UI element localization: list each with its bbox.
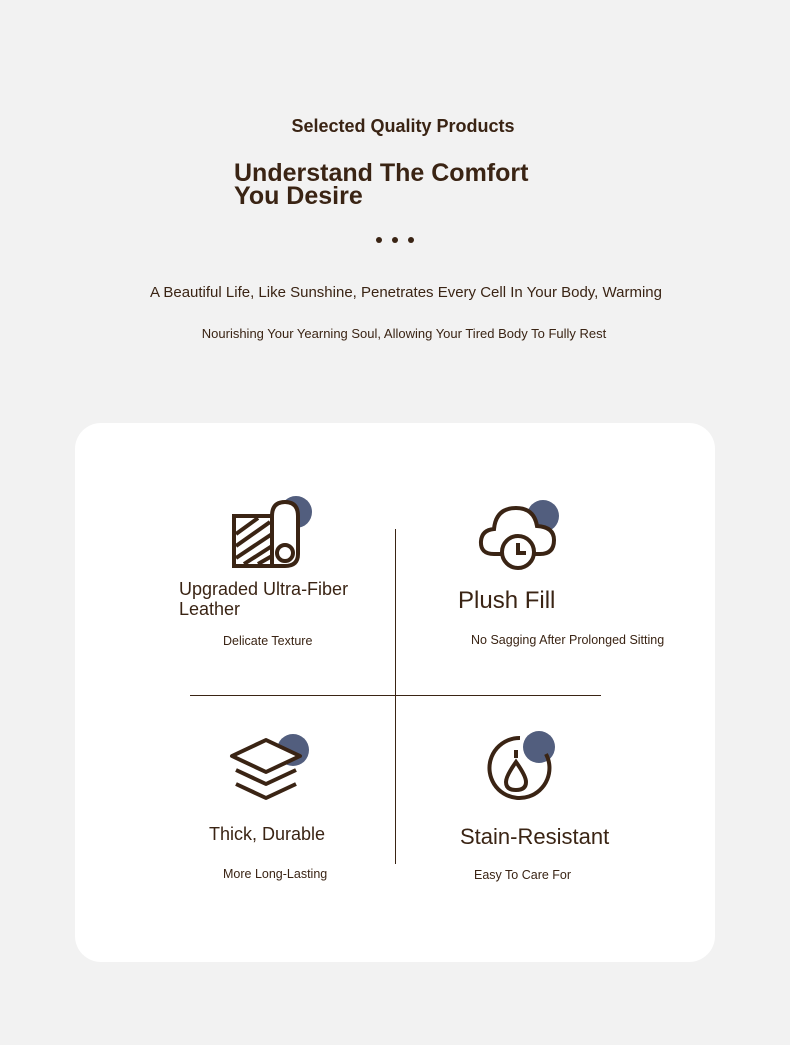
eyebrow-title: Selected Quality Products (291, 116, 515, 136)
dots-divider (376, 237, 414, 245)
headline-line-1: Understand The Comfort (234, 159, 529, 187)
feature-subtitle-plush: No Sagging After Prolonged Sitting (471, 633, 665, 647)
dot (408, 237, 414, 243)
feature-subtitle-durable: More Long-Lasting (223, 867, 328, 881)
feature-subtitle-stain: Easy To Care For (474, 868, 572, 882)
leather-roll-icon (228, 494, 318, 574)
feature-title-leather (179, 579, 348, 619)
feature-title-durable: Thick, Durable (209, 824, 326, 844)
feature-title-stain: Stain-Resistant (460, 824, 610, 849)
dot (392, 237, 398, 243)
lead-text-line-1: A Beautiful Life, Like Sunshine, Penetrates Every Cell In Your Body, Warming (150, 284, 662, 301)
vertical-divider (395, 529, 396, 864)
lead-text-line-2: Nourishing Your Yearning Soul, Allowing Your Tired Body To Fully Rest (201, 326, 607, 341)
layers-icon (226, 730, 316, 810)
feature-title-plush: Plush Fill (458, 587, 556, 614)
water-drop-icon (478, 728, 568, 808)
feature-subtitle-leather: Delicate Texture (223, 634, 313, 648)
feature-title-line-1: Upgraded Ultra-Fiber (179, 579, 349, 599)
headline (234, 159, 529, 210)
horizontal-divider (190, 695, 601, 696)
cloud-clock-icon (474, 498, 564, 578)
feature-title-line-2: Leather (179, 599, 241, 619)
headline-line-2: You Desire (234, 182, 363, 210)
dot (376, 237, 382, 243)
